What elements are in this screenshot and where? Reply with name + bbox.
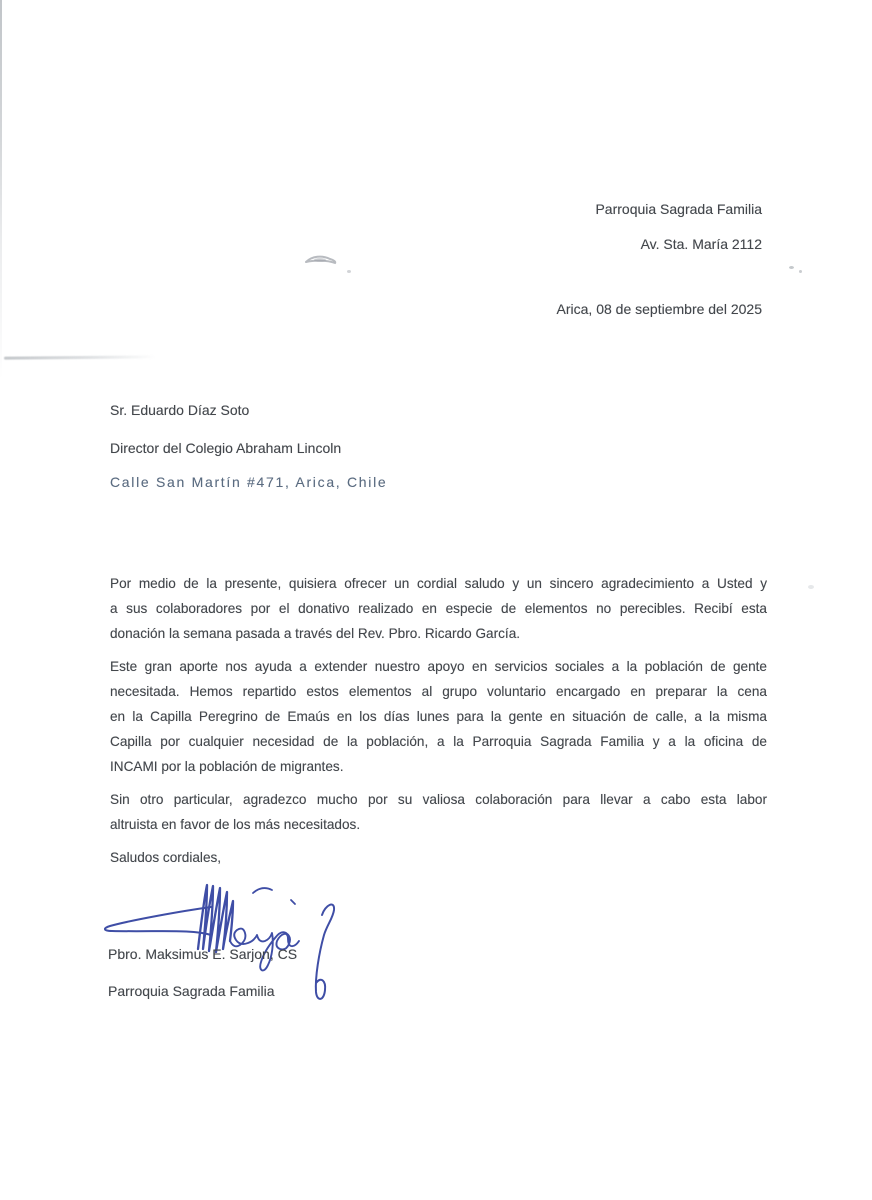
body-line: INCAMI por la población de migrantes.: [110, 759, 344, 774]
body-line: donación la semana pasada a través del Rev. Pbro. Ricardo García.: [110, 626, 521, 641]
body-line: altruista en favor de los más necesitados.: [110, 817, 361, 832]
body-line: Capilla por cualquier necesidad de la población, a la Parroquia Sagrada Familia y a la oficina de: [110, 734, 767, 749]
scan-speck: [808, 585, 814, 589]
scan-smudge-line: [4, 355, 156, 359]
paragraph-3: [110, 787, 767, 837]
body-line: en la Capilla Peregrino de Emaús en los días lunes para la gente en situación de calle, a la misma: [110, 709, 767, 724]
letterhead-organization: Parroquia Sagrada Familia: [595, 201, 762, 217]
body-line: Sin otro particular, agradezco mucho por su valiosa colaboración para llevar a cabo esta labor: [110, 792, 767, 807]
body-line: Este gran aporte nos ayuda a extender nuestro apoyo en servicios sociales a la población de gente: [110, 659, 767, 674]
scan-edge-artifact: [0, 0, 2, 400]
signer-organization: Parroquia Sagrada Familia: [108, 983, 275, 999]
scan-speck: [347, 270, 351, 273]
signer-name: Pbro. Maksimus E. Sarjon, CS: [108, 946, 298, 962]
scan-smudge-mark: [302, 251, 340, 269]
letter-body: [110, 571, 767, 870]
body-line: necesitada. Hemos repartido estos elementos al grupo voluntario encargado en preparar la cena: [110, 684, 767, 699]
body-line: Por medio de la presente, quisiera ofrecer un cordial saludo y un sincero agradecimiento a Usted y: [110, 576, 767, 591]
dateline: Arica, 08 de septiembre del 2025: [556, 301, 762, 317]
body-line: a sus colaboradores por el donativo realizado en especie de elementos no perecibles. Recibí esta: [110, 601, 767, 616]
scan-speck: [789, 266, 794, 269]
paragraph-1: [110, 571, 767, 646]
recipient-address: Calle San Martín #471, Arica, Chile: [110, 474, 388, 490]
closing-salutation: Saludos cordiales,: [110, 850, 222, 865]
recipient-name: Sr. Eduardo Díaz Soto: [110, 402, 250, 418]
paragraph-2: [110, 654, 767, 779]
scan-speck: [799, 270, 802, 273]
recipient-title: Director del Colegio Abraham Lincoln: [110, 440, 342, 456]
letterhead-address: Av. Sta. María 2112: [640, 236, 762, 252]
